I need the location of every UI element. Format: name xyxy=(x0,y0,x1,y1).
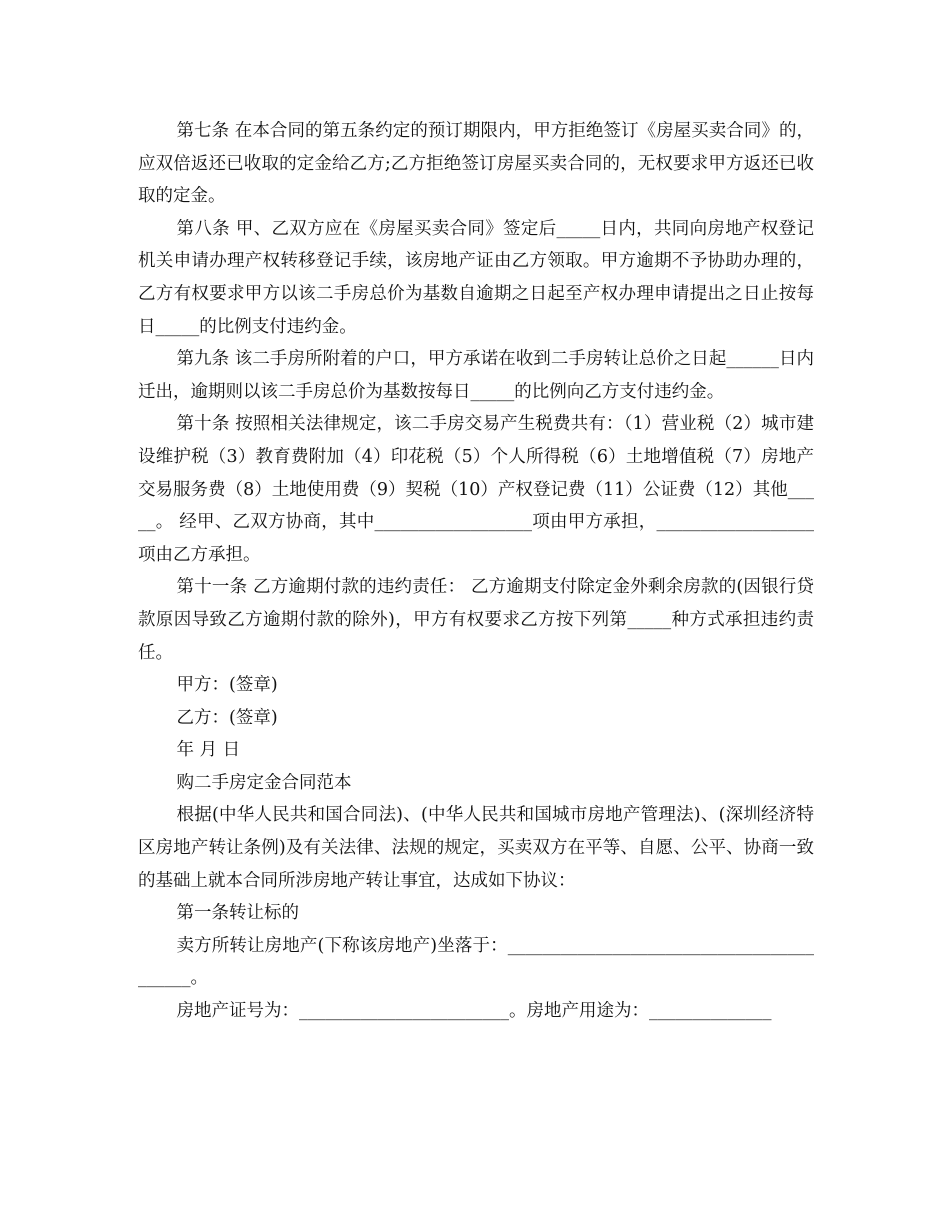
clause-11: 第十一条 乙方逾期付款的违约责任： 乙方逾期支付除定金外剩余房款的(因银行贷款原因导致乙方逾期付款的除外)，甲方有权要求乙方按下列第_____种方式承担违约责任。 xyxy=(138,577,814,663)
date-line: 年 月 日 xyxy=(176,740,241,761)
property-certificate: 房地产证号为：________________________。房地产用途为：______________ xyxy=(176,1001,772,1022)
clause-8: 第八条 甲、乙双方应在《房屋买卖合同》签定后_____日内，共同向房地产权登记机关申请办理产权转移登记手续，该房地产证由乙方领取。甲方逾期不予协助办理的，乙方有权要求甲方以该二手房总价为基数自逾期之日起至产权办理申请提出之日止按每日_____的比例支付违约金。 xyxy=(138,218,814,337)
party-a-signature: 甲方：(签章) xyxy=(176,675,278,696)
clause-10: 第十条 按照相关法律规定，该二手房交易产生税费共有：（1）营业税（2）城市建设维护税（3）教育费附加（4）印花税（5）个人所得税（6）土地增值税（7）房地产交易服务费（8）土地使用费（9）契税（10）产权登记费（11）公证费（12）其他_____。 经甲、乙双方协商，其中__________________项由甲方承担，__________________项由乙方承担。 xyxy=(138,414,814,565)
document-body xyxy=(138,115,814,1028)
clause-1-heading: 第一条转让标的 xyxy=(176,903,299,924)
clause-7: 第七条 在本合同的第五条约定的预订期限内，甲方拒绝签订《房屋买卖合同》的，应双倍返还已收取的定金给乙方;乙方拒绝签订房屋买卖合同的，无权要求甲方返还已收取的定金。 xyxy=(138,121,814,207)
clause-9: 第九条 该二手房所附着的户口，甲方承诺在收到二手房转让总价之日起______日内迁出，逾期则以该二手房总价为基数按每日_____的比例向乙方支付违约金。 xyxy=(138,349,814,402)
contract-title: 购二手房定金合同范本 xyxy=(176,772,352,793)
property-location: 卖方所转让房地产(下称该房地产)坐落于：_________________________________________。 xyxy=(138,935,814,989)
contract-preamble: 根据(中华人民共和国合同法)、(中华人民共和国城市房地产管理法)、(深圳经济特区房地产转让条例)及有关法律、法规的规定，买卖双方在平等、自愿、公平、协商一致的基础上就本合同所涉房地产转让事宜，达成如下协议： xyxy=(138,805,814,891)
party-b-signature: 乙方：(签章) xyxy=(176,707,278,728)
